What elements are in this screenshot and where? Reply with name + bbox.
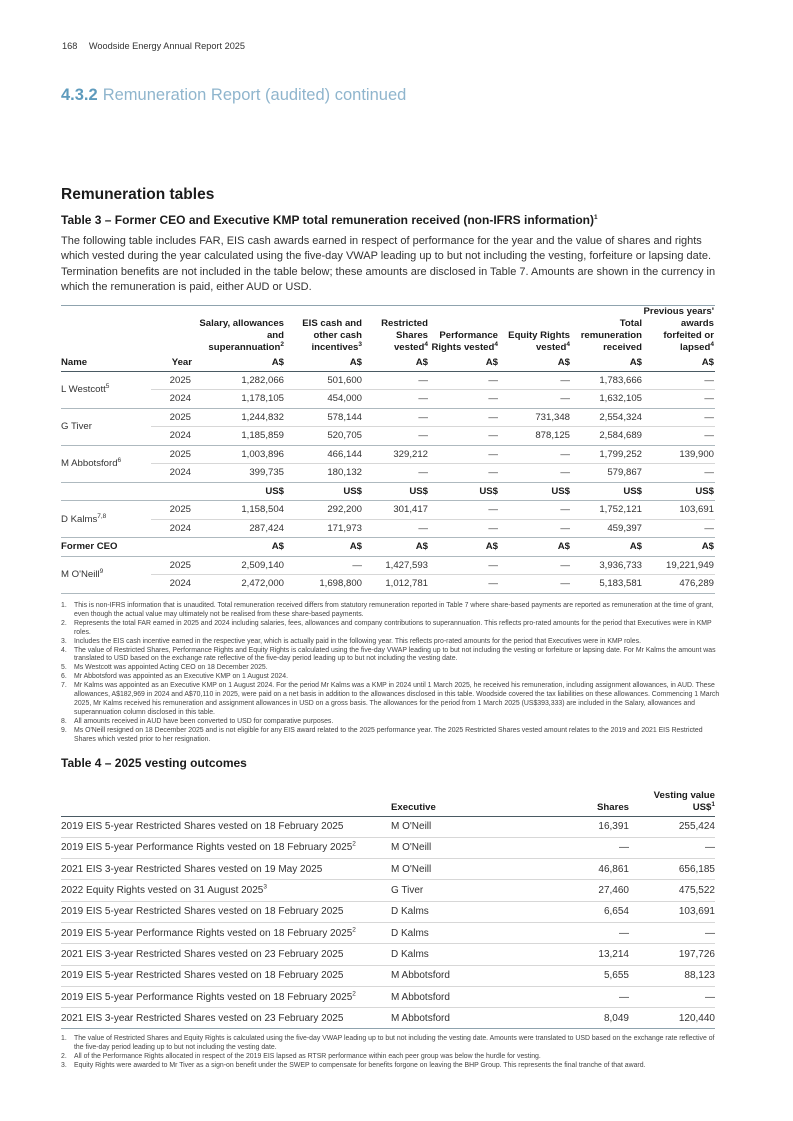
currency-aud: A$ (193, 355, 285, 371)
col-header-sup: 4 (424, 340, 428, 348)
usd-currency-row (61, 482, 715, 501)
value-cell: — (429, 501, 499, 520)
footnote-text: The value of Restricted Shares and Equity Rights is calculated using the five-day VWAP leading up to but not including the vesting date. Amounts were translated to USD based on the exchange rate reflective of the five-day period leading up to but not including the vesting date. (74, 1035, 715, 1051)
person-name-text: M Abbotsford (61, 458, 118, 469)
footnote (61, 1035, 721, 1053)
table-row (61, 965, 715, 986)
value-cell: — (499, 519, 571, 538)
section-label: Remuneration Report (audited) continued (102, 86, 407, 104)
value-cell: 1,012,781 (363, 575, 429, 594)
person-name (61, 371, 151, 408)
value-cell: 578,144 (285, 408, 363, 427)
value-cell: 88,123 (629, 965, 715, 986)
value-cell: — (499, 464, 571, 483)
table-row (61, 556, 715, 575)
value-cell: 501,600 (285, 371, 363, 390)
person-name (61, 408, 151, 445)
shares-cell: 8,049 (521, 1008, 629, 1029)
value-cell: — (643, 408, 715, 427)
footnote-number: 6. (61, 673, 67, 681)
vesting-description (61, 986, 391, 1007)
value-cell: 301,417 (363, 501, 429, 520)
remuneration-tables-heading: Remuneration tables (61, 186, 215, 203)
value-cell: — (429, 519, 499, 538)
value-cell: — (429, 575, 499, 594)
vesting-description-text: 2019 EIS 5-year Restricted Shares vested on 18 February 2025 (61, 821, 344, 833)
value-cell: — (363, 371, 429, 390)
value-cell: — (285, 556, 363, 575)
value-cell: — (363, 519, 429, 538)
footnote-number: 9. (61, 726, 67, 734)
footnote-text: Includes the EIS cash incentive earned in the respective year, which is actually paid in the following year. This reflects pro-rated amounts for the period that Executives were in KMP roles. (74, 637, 641, 645)
value-cell: 120,440 (629, 1008, 715, 1029)
person-name-sup: 5 (105, 382, 110, 390)
value-cell: 1,003,896 (193, 445, 285, 464)
person-name-sup: 6 (117, 456, 122, 464)
value-cell: — (363, 390, 429, 409)
value-cell: — (629, 986, 715, 1007)
footnote (61, 1053, 721, 1062)
footnote-number: 1. (61, 1035, 67, 1042)
table3-title-text: Table 3 – Former CEO and Executive KMP total remuneration received (non-IFRS information) (61, 213, 594, 227)
value-cell: 139,900 (643, 445, 715, 464)
value-cell: 1,185,859 (193, 427, 285, 446)
value-cell: 1,698,800 (285, 575, 363, 594)
table-row (61, 464, 715, 483)
vesting-description-sup: 2 (352, 990, 356, 998)
value-cell: 520,705 (285, 427, 363, 446)
executive-cell: M Abbotsford (391, 1008, 521, 1029)
value-cell: — (499, 390, 571, 409)
value-cell: 1,783,666 (571, 371, 643, 390)
table-row (61, 901, 715, 922)
table-row (61, 427, 715, 446)
table-row (61, 408, 715, 427)
footnote-number: 4. (61, 646, 67, 654)
value-cell: 399,735 (193, 464, 285, 483)
value-cell: 2,584,689 (571, 427, 643, 446)
year-cell: 2024 (151, 390, 193, 409)
person-name (61, 445, 151, 482)
col-header-label: EIS cash and other cash incentives (302, 318, 362, 353)
person-name-text: G Tiver (61, 421, 92, 432)
year-cell: 2025 (151, 501, 193, 520)
table-row (61, 501, 715, 520)
table-row (61, 944, 715, 965)
shares-cell: 6,654 (521, 901, 629, 922)
col-description-header (61, 778, 391, 816)
value-cell: 459,397 (571, 519, 643, 538)
col-header-1 (193, 305, 285, 355)
value-cell: 3,936,733 (571, 556, 643, 575)
table-row (61, 519, 715, 538)
vesting-description-sup: 3 (263, 883, 267, 891)
currency-cell: A$ (285, 538, 363, 557)
value-cell: — (363, 464, 429, 483)
value-cell: 1,632,105 (571, 390, 643, 409)
vesting-description-text: 2019 EIS 5-year Restricted Shares vested on 18 February 2025 (61, 906, 344, 918)
shares-cell: — (521, 986, 629, 1007)
vesting-description-sup: 2 (352, 841, 356, 849)
table3-header-row (61, 305, 715, 355)
col-header-sup: 2 (280, 340, 284, 348)
table3-body (61, 371, 715, 593)
table3-title-sup: 1 (594, 214, 598, 221)
executive-cell: M Abbotsford (391, 965, 521, 986)
col-header-7 (643, 305, 715, 355)
value-cell: 1,244,832 (193, 408, 285, 427)
footnote (61, 718, 721, 727)
footnote-number: 2. (61, 619, 67, 627)
value-cell: 287,424 (193, 519, 285, 538)
currency-cell: A$ (499, 538, 571, 557)
footnote-text: Ms O'Neill resigned on 18 December 2025 and is not eligible for any EIS award related to the 2025 performance year. The 2025 Restricted Shares vested amount relates to the 2019 and 2021 EIS Restricted Shares which vested prior to her resignation. (74, 726, 703, 743)
vesting-description (61, 880, 391, 901)
vesting-description-text: 2019 EIS 5-year Performance Rights vested on 18 February 2025 (61, 927, 353, 939)
footnote-number: 3. (61, 637, 67, 645)
vesting-description-text: 2022 Equity Rights vested on 31 August 2025 (61, 885, 264, 897)
vesting-description (61, 944, 391, 965)
value-cell: 103,691 (643, 501, 715, 520)
value-cell: — (429, 371, 499, 390)
value-cell: 197,726 (629, 944, 715, 965)
currency-cell: A$ (571, 538, 643, 557)
col-header-3 (363, 305, 429, 355)
table4-body (61, 816, 715, 1029)
executive-cell: D Kalms (391, 901, 521, 922)
year-cell: 2024 (151, 575, 193, 594)
currency-cell: US$ (363, 482, 429, 501)
value-cell: 579,867 (571, 464, 643, 483)
table3-remuneration (61, 305, 715, 594)
shares-cell: 13,214 (521, 944, 629, 965)
footnote-number: 1. (61, 602, 67, 609)
executive-cell: M Abbotsford (391, 986, 521, 1007)
vesting-description-text: 2021 EIS 3-year Restricted Shares vested on 23 February 2025 (61, 1012, 344, 1024)
col-header-label: Salary, allowances and superannuation (199, 318, 284, 353)
section-number: 4.3.2 (61, 86, 98, 104)
value-cell: 2,554,324 (571, 408, 643, 427)
footnote (61, 727, 721, 745)
table-row (61, 575, 715, 594)
year-cell: 2024 (151, 464, 193, 483)
year-cell: 2025 (151, 371, 193, 390)
vesting-description (61, 901, 391, 922)
footnote-text: Ms Westcott was appointed Acting CEO on 18 December 2025. (74, 664, 268, 672)
shares-cell: 16,391 (521, 816, 629, 837)
table3-title (61, 213, 598, 227)
footnote-text: This is non-IFRS information that is unaudited. Total remuneration received differs from statutory remuneration reported in Table 7 where share-based payments are reported as remuneration at the time of grant, even though the actual value may ultimately not be realised from these share-based payments. (74, 602, 714, 618)
table4-title: Table 4 – 2025 vesting outcomes (61, 756, 247, 770)
footnote-number: 3. (61, 1061, 67, 1069)
value-cell: 1,158,504 (193, 501, 285, 520)
year-cell: 2025 (151, 408, 193, 427)
executive-cell: G Tiver (391, 880, 521, 901)
person-name-text: M O'Neill (61, 569, 100, 580)
page-header (62, 41, 245, 51)
shares-cell: — (521, 837, 629, 858)
vesting-value-label: Vesting value (653, 789, 715, 801)
footnote (61, 638, 721, 647)
executive-cell: M O'Neill (391, 837, 521, 858)
table3-intro: The following table includes FAR, EIS cash awards earned in respect of performance for the year and the value of shares and rights which vested during the year calculated using the five-day VWAP leading up to but not including the vesting, forfeiture or lapsing date. Termination benefits are not included in the table below; these amounts are disclosed in Table 7. Amounts are shown in the currency in which the remuneration is paid, either AUD or USD. (61, 235, 716, 293)
section-title (61, 86, 406, 105)
table-row (61, 880, 715, 901)
table-row (61, 1008, 715, 1029)
col-vesting-value-header (629, 778, 715, 816)
footnote-number: 8. (61, 717, 67, 725)
value-cell: — (499, 371, 571, 390)
footnote (61, 664, 721, 673)
footnote-text: All of the Performance Rights allocated in respect of the 2019 EIS lapsed as RTSR performance within each peer group was below the hurdle for vesting. (74, 1052, 541, 1060)
currency-cell: A$ (643, 538, 715, 557)
value-cell: 475,522 (629, 880, 715, 901)
value-cell: — (429, 408, 499, 427)
value-cell: 1,178,105 (193, 390, 285, 409)
currency-cell: US$ (429, 482, 499, 501)
value-cell: — (429, 556, 499, 575)
person-name-sup: 7,8 (97, 512, 107, 520)
value-cell: 255,424 (629, 816, 715, 837)
value-cell: 1,427,593 (363, 556, 429, 575)
col-header-label: Performance Rights vested (431, 330, 498, 353)
table4-footnotes (61, 1035, 721, 1071)
table-row (61, 859, 715, 880)
footnote-number: 7. (61, 682, 67, 690)
col-name-header: Name (61, 355, 151, 371)
currency-aud: A$ (285, 355, 363, 371)
vesting-description (61, 922, 391, 943)
col-header-sup: 4 (710, 340, 714, 348)
table-row (61, 816, 715, 837)
former-ceo-row (61, 538, 715, 557)
page-number: 168 (62, 41, 78, 51)
value-cell: — (429, 464, 499, 483)
shares-cell: 46,861 (521, 859, 629, 880)
vesting-description (61, 965, 391, 986)
year-cell: 2025 (151, 556, 193, 575)
table3-units-row (61, 355, 715, 371)
year-cell: 2024 (151, 427, 193, 446)
executive-cell: M O'Neill (391, 859, 521, 880)
value-cell: 103,691 (629, 901, 715, 922)
currency-aud: A$ (571, 355, 643, 371)
currency-row-year (151, 482, 193, 501)
currency-aud: A$ (429, 355, 499, 371)
vesting-description (61, 859, 391, 880)
table-row (61, 445, 715, 464)
col-header-5 (499, 305, 571, 355)
footnote (61, 620, 721, 638)
currency-cell: US$ (285, 482, 363, 501)
currency-cell: US$ (571, 482, 643, 501)
value-cell: — (363, 427, 429, 446)
currency-cell: US$ (499, 482, 571, 501)
vesting-description (61, 1008, 391, 1029)
value-cell: 5,183,581 (571, 575, 643, 594)
footnote-text: Mr Abbotsford was appointed as an Executive KMP on 1 August 2024. (74, 673, 288, 681)
value-cell: 731,348 (499, 408, 571, 427)
footnote (61, 673, 721, 682)
col-year-header: Year (151, 355, 193, 371)
value-cell: 292,200 (285, 501, 363, 520)
vesting-value-currency: US$ (692, 801, 712, 813)
value-cell: 171,973 (285, 519, 363, 538)
value-cell: 1,282,066 (193, 371, 285, 390)
table-row (61, 371, 715, 390)
col-header-label: Restricted Shares vested (381, 318, 428, 353)
col-header-label: Previous years' awards forfeited or lapsed (643, 306, 714, 353)
vesting-description-text: 2019 EIS 5-year Performance Rights vested on 18 February 2025 (61, 991, 353, 1003)
currency-cell: A$ (193, 538, 285, 557)
currency-cell: A$ (429, 538, 499, 557)
year-cell: 2024 (151, 519, 193, 538)
vesting-description-sup: 2 (352, 926, 356, 934)
value-cell: — (643, 519, 715, 538)
person-name-text: L Westcott (61, 384, 106, 395)
footnote (61, 602, 721, 620)
footnote-number: 2. (61, 1052, 67, 1060)
table-row (61, 986, 715, 1007)
shares-cell: — (521, 922, 629, 943)
executive-cell: D Kalms (391, 922, 521, 943)
currency-row-label (61, 482, 151, 501)
footnote (61, 1062, 721, 1071)
value-cell: 476,289 (643, 575, 715, 594)
value-cell: — (429, 445, 499, 464)
vesting-description-text: 2021 EIS 3-year Restricted Shares vested on 23 February 2025 (61, 948, 344, 960)
col-header-sup: 3 (358, 340, 362, 348)
table3-footnotes (61, 602, 721, 745)
table4-header-row (61, 778, 715, 816)
value-cell: — (499, 445, 571, 464)
value-cell: — (643, 371, 715, 390)
footnote-text: Represents the total FAR earned in 2025 and 2024 including salaries, fees, allowances and company contributions to superannuation. This reflects pro-rated amounts for the period that Executives were in KMP roles. (74, 619, 712, 636)
value-cell: 2,509,140 (193, 556, 285, 575)
value-cell: 878,125 (499, 427, 571, 446)
col-header-label: Total remuneration received (580, 318, 642, 353)
footnote (61, 682, 721, 718)
value-cell: 454,000 (285, 390, 363, 409)
shares-cell: 27,460 (521, 880, 629, 901)
vesting-description (61, 816, 391, 837)
value-cell: 180,132 (285, 464, 363, 483)
value-cell: — (643, 427, 715, 446)
col-header-sup: 4 (566, 340, 570, 348)
value-cell: 656,185 (629, 859, 715, 880)
value-cell: — (499, 575, 571, 594)
footnote-text: Mr Kalms was appointed as an Executive KMP on 1 August 2024. For the period Mr Kalms was a KMP in 2024 until 1 March 2025, he received his remuneration, including assignment allowances, in AUD. These allowances, A$182,969 in 2024 and A$70,110 in 2025, were paid on a net basis in addition to the allowances disclosed in this table. Woodside covered the tax liabilities on these allowances. Commencing 1 March 2025, Mr Kalms received his remuneration and assignment allowances in USD on a gross basis. The allowances for the period from 1 March 2025 (US$393,333) are included in the Salary, allowances and superannuation column disclosed in this table. (74, 682, 720, 716)
report-title: Woodside Energy Annual Report 2025 (88, 41, 246, 51)
value-cell: — (363, 408, 429, 427)
value-cell: — (429, 390, 499, 409)
currency-cell: US$ (193, 482, 285, 501)
currency-aud: A$ (643, 355, 715, 371)
value-cell: — (629, 837, 715, 858)
footnote-text: Equity Rights were awarded to Mr Tiver as a sign-on benefit under the SWEP to compensate for benefits forgone on leaving the BHP Group. This represents the final tranche of that award. (74, 1061, 646, 1069)
table-row (61, 922, 715, 943)
person-name-text: D Kalms (61, 513, 98, 525)
table-row (61, 390, 715, 409)
currency-cell: A$ (363, 538, 429, 557)
value-cell: — (643, 464, 715, 483)
footnote-text: All amounts received in AUD have been converted to USD for comparative purposes. (74, 717, 334, 725)
col-header-4 (429, 305, 499, 355)
value-cell: 19,221,949 (643, 556, 715, 575)
person-name-sup: 9 (99, 567, 104, 575)
col-header-label: Equity Rights vested (508, 330, 570, 353)
value-cell: 1,799,252 (571, 445, 643, 464)
value-cell: — (643, 390, 715, 409)
value-cell: — (499, 556, 571, 575)
currency-row-year (151, 538, 193, 557)
value-cell: 1,752,121 (571, 501, 643, 520)
currency-aud: A$ (499, 355, 571, 371)
value-cell: — (629, 922, 715, 943)
table-row (61, 837, 715, 858)
vesting-description-text: 2019 EIS 5-year Restricted Shares vested on 18 February 2025 (61, 970, 344, 982)
executive-cell: D Kalms (391, 944, 521, 965)
value-cell: 329,212 (363, 445, 429, 464)
person-name (61, 556, 151, 593)
col-shares-header: Shares (521, 778, 629, 816)
footnote-text: The value of Restricted Shares, Performance Rights and Equity Rights is calculated using the five-day VWAP leading up to but not including the vesting or forfeiture or lapsing date. For Mr Kalms the amount was translated to USD based on the exchange rate reflective of the five-day period leading up to but not including the vesting date. (74, 646, 716, 663)
currency-row-label: Former CEO (61, 538, 151, 557)
value-cell: 466,144 (285, 445, 363, 464)
footnote-number: 5. (61, 664, 67, 672)
executive-cell: M O'Neill (391, 816, 521, 837)
vesting-description-text: 2019 EIS 5-year Performance Rights vested on 18 February 2025 (61, 842, 353, 854)
vesting-description-text: 2021 EIS 3-year Restricted Shares vested on 19 May 2025 (61, 863, 323, 875)
value-cell: — (499, 501, 571, 520)
person-name (61, 501, 151, 538)
shares-cell: 5,655 (521, 965, 629, 986)
currency-cell: US$ (643, 482, 715, 501)
col-executive-header: Executive (391, 778, 521, 816)
vesting-description (61, 837, 391, 858)
year-cell: 2025 (151, 445, 193, 464)
col-header-6 (571, 305, 643, 355)
col-header-2 (285, 305, 363, 355)
value-cell: — (429, 427, 499, 446)
footnote (61, 647, 721, 665)
col-header-sup: 4 (494, 340, 498, 348)
value-cell: 2,472,000 (193, 575, 285, 594)
vesting-value-sup: 1 (711, 800, 715, 808)
currency-aud: A$ (363, 355, 429, 371)
table4-vesting-outcomes (61, 778, 715, 1029)
